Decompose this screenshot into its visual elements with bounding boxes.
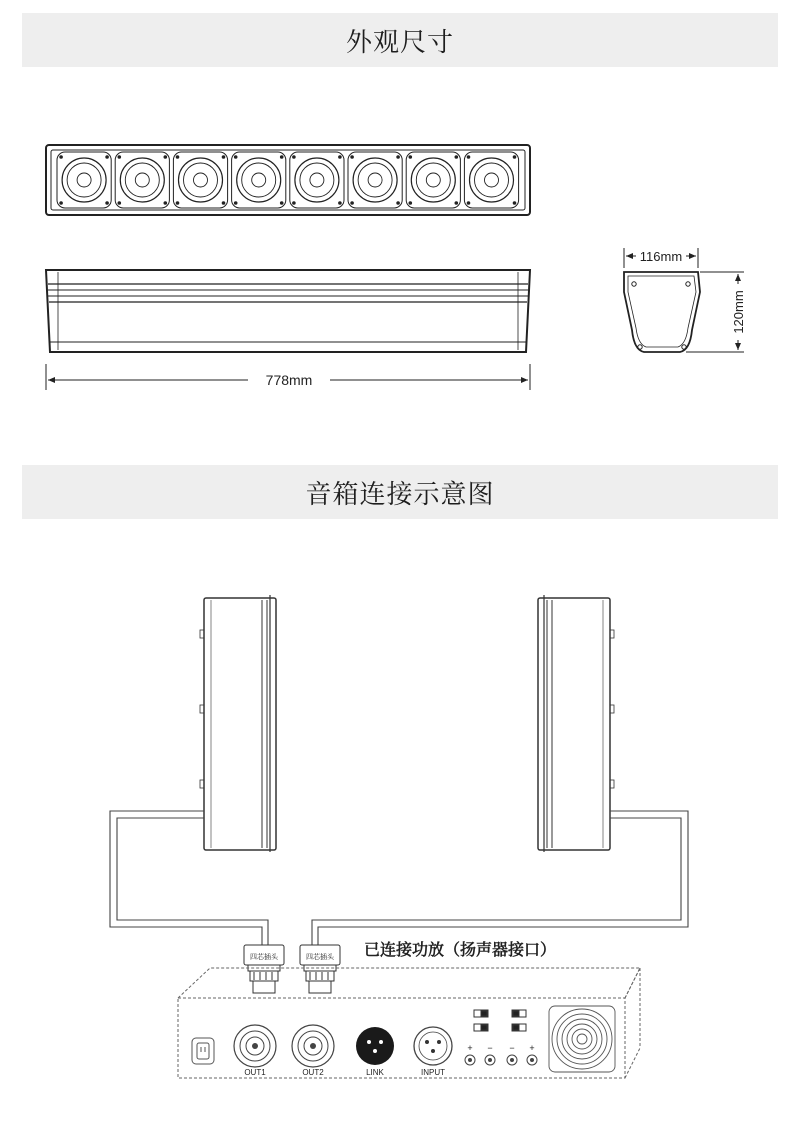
port-out1-label: OUT1	[244, 1068, 266, 1077]
cable-left	[110, 811, 268, 945]
binding-terminals	[465, 1043, 537, 1065]
plug-right-label: 四芯插头	[306, 954, 334, 961]
speaker-end-view	[624, 272, 700, 352]
speaker-left	[200, 595, 276, 852]
plug-left-label: 四芯插头	[250, 954, 278, 961]
port-out2	[292, 1025, 334, 1077]
speaker-driver	[232, 152, 286, 208]
amplifier-label: 已连接功放（扬声器接口）	[364, 942, 557, 959]
port-out2-label: OUT2	[302, 1068, 324, 1077]
speaker-driver	[57, 152, 111, 208]
speaker-driver	[406, 152, 460, 208]
plug-left	[244, 945, 284, 993]
port-link-label: LINK	[366, 1068, 384, 1077]
port-link	[356, 1027, 394, 1077]
speaker-front-view	[46, 145, 530, 215]
dimension-height-label: 120mm	[731, 290, 746, 334]
terminal-sign-3: −	[509, 1043, 515, 1053]
speaker-driver	[348, 152, 402, 208]
plug-right	[300, 945, 340, 993]
section-title-connection: 音箱连接示意图	[305, 479, 495, 510]
dimension-length-label: 778mm	[265, 372, 313, 388]
speaker-driver	[115, 152, 169, 208]
dimension-length	[46, 364, 530, 390]
speaker-driver	[464, 152, 518, 208]
dimension-width-label: 116mm	[639, 249, 683, 264]
cable-right	[312, 811, 688, 945]
section-title-dimensions: 外观尺寸	[345, 27, 454, 58]
terminal-sign-2: −	[487, 1043, 493, 1053]
terminal-sign-1: +	[467, 1043, 473, 1053]
port-out1	[234, 1025, 276, 1077]
speaker-right	[538, 595, 614, 852]
dip-switches	[474, 1010, 526, 1031]
power-inlet-icon	[192, 1038, 214, 1064]
fan-grille-icon	[549, 1006, 615, 1072]
terminal-sign-4: +	[529, 1043, 535, 1053]
dimension-width	[624, 248, 698, 268]
port-input	[414, 1027, 452, 1077]
speaker-driver	[290, 152, 344, 208]
speaker-side-view	[46, 270, 530, 352]
port-input-label: INPUT	[421, 1068, 445, 1077]
speaker-driver	[173, 152, 227, 208]
